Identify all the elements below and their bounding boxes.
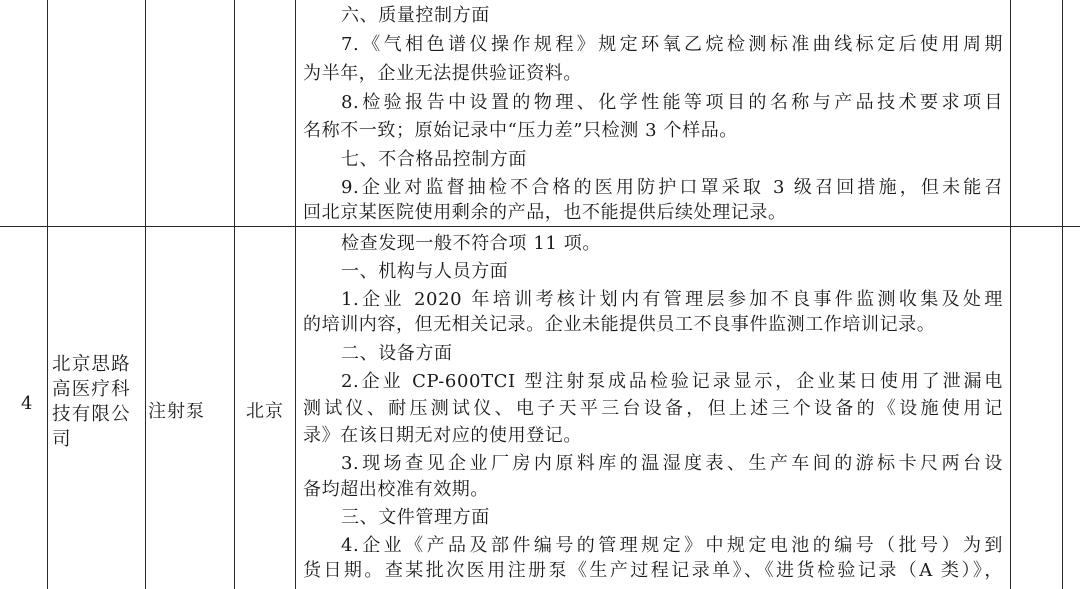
issue-line: 备均超出校准有效期。 [303,479,489,500]
issue-line: 7.《气相色谱仪操作规程》规定环氧乙烷检测标准曲线标定后使用周期 [341,34,1003,55]
column-divider [47,0,48,589]
company-name: 北京思路高医疗科技有限公司 [52,354,131,450]
summary-line: 检查发现一般不符合项 11 项。 [341,233,601,254]
column-divider [1010,0,1011,589]
section-heading: 六、质量控制方面 [341,5,490,26]
row-index: 4 [20,393,34,414]
issue-line: 录》在该日期无对应的使用登记。 [303,425,582,446]
row-divider [0,226,1080,227]
issue-line: 的培训内容，但无相关记录。企业未能提供员工不良事件监测工作培训记录。 [303,314,936,335]
section-heading: 一、机构与人员方面 [341,261,509,282]
column-divider [295,0,296,589]
issue-line: 8.检验报告中设置的物理、化学性能等项目的名称与产品技术要求项目 [341,92,1003,113]
section-heading: 二、设备方面 [341,343,453,364]
issue-line: 1.企业 2020 年培训考核计划内有管理层参加不良事件监测收集及处理 [341,289,1003,310]
issue-line: 名称不一致；原始记录中“压力差”只检测 3 个样品。 [303,120,738,141]
issue-line: 9.企业对监督抽检不合格的医用防护口罩采取 3 级召回措施，但未能召 [341,177,1003,198]
column-divider [1062,0,1063,589]
section-heading: 七、不合格品控制方面 [341,149,527,170]
issue-line: 4.企业《产品及部件编号的管理规定》中规定电池的编号（批号）为到 [341,535,1003,556]
column-divider [145,0,146,589]
column-divider [234,0,235,589]
issue-line: 2.企业 CP-600TCI 型注射泵成品检验记录显示，企业某日使用了泄漏电 [341,371,1003,392]
product-name: 注射泵 [148,401,205,422]
issue-line: 测试仪、耐压测试仪、电子天平三台设备，但上述三个设备的《设施使用记 [303,398,1003,419]
issue-line: 回北京某医院使用剩余的产品，也不能提供后续处理记录。 [303,202,787,223]
issue-line: 3.现场查见企业厂房内原料库的温湿度表、生产车间的游标卡尺两台设 [341,453,1003,474]
section-heading: 三、文件管理方面 [341,507,490,528]
issue-line: 货日期。查某批次医用注册泵《生产过程记录单》、《进货检验记录（A 类）》， [303,560,1003,581]
region: 北京 [246,401,284,422]
issue-line: 为半年，企业无法提供验证资料。 [303,63,582,84]
